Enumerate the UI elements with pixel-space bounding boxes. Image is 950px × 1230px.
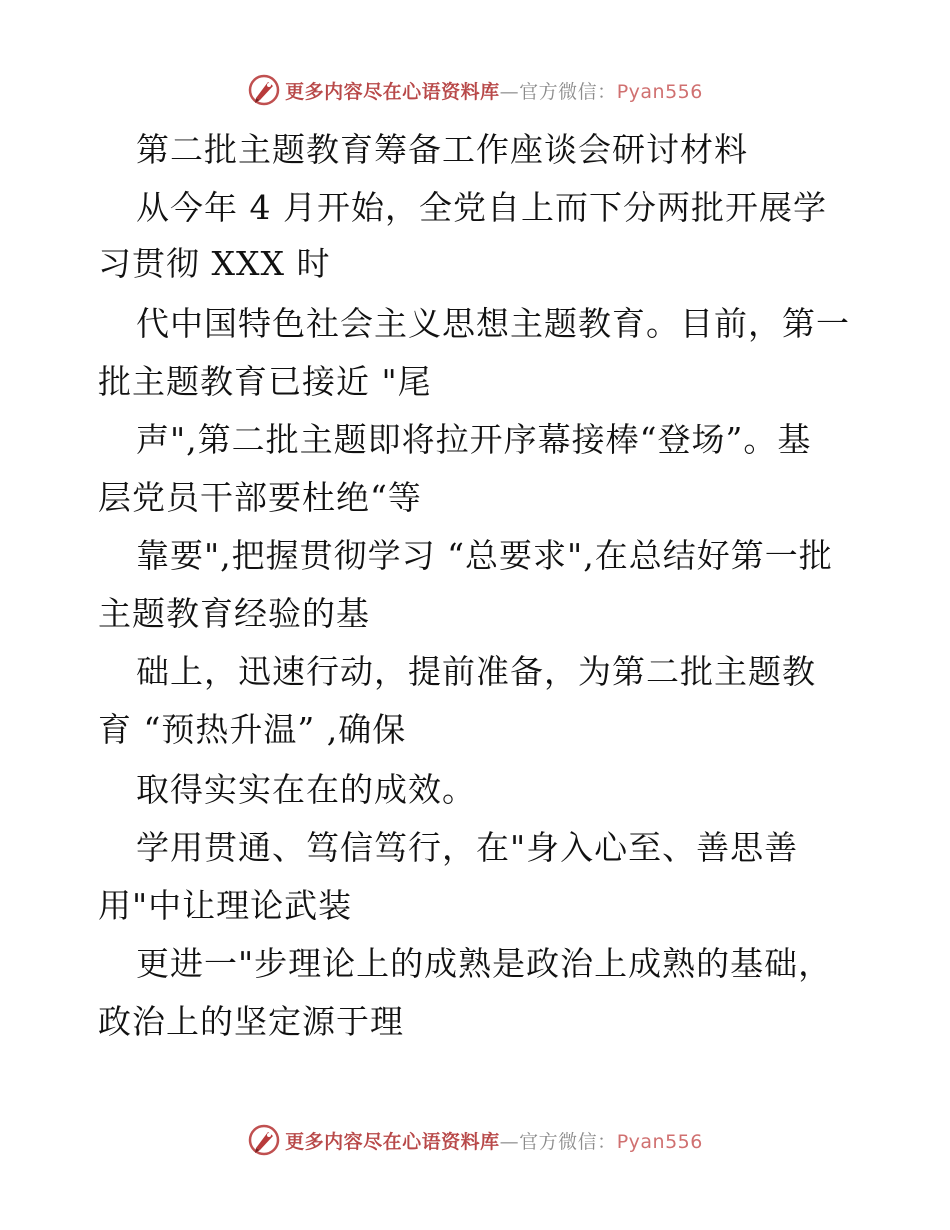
paragraph-line: 靠要",把握贯彻学习 “总要求",在总结好第一批: [136, 536, 833, 575]
watermark-separator: —: [499, 1130, 520, 1153]
pen-nib-logo-icon: [247, 1123, 281, 1157]
footer-watermark: [0, 1122, 950, 1158]
paragraph-line: 从今年 4 月开始，全党自上而下分两批开展学: [136, 188, 827, 227]
paragraph-line: 代中国特色社会主义思想主题教育。目前，第一: [136, 304, 850, 343]
watermark-site: 更多内容尽在心语资料库: [285, 1130, 500, 1153]
paragraph-line: 声",第二批主题即将拉开序幕接棒“登场”。基: [136, 420, 812, 459]
paragraph-line: 层党员干部要杜绝“等: [98, 478, 422, 517]
watermark-wechat-id: Pyan556: [616, 1130, 703, 1153]
paragraph-line: 更进一"步理论上的成熟是政治上成熟的基础，: [136, 944, 833, 983]
paragraph-line: 学用贯通、笃信笃行，在"身入心至、善思善: [136, 828, 799, 867]
paragraph-line: 批主题教育已接近 "尾: [98, 362, 432, 401]
watermark-text: [285, 1127, 703, 1154]
paragraph-line: 育 “预热升温” ,确保: [98, 710, 407, 749]
watermark-wechat-id: Pyan556: [616, 80, 703, 103]
paragraph-line: 础上，迅速行动，提前准备，为第二批主题教: [136, 652, 816, 691]
paragraph-line: 用"中让理论武装: [98, 886, 353, 925]
document-title: 第二批主题教育筹备工作座谈会研讨材料: [136, 130, 748, 169]
pen-nib-logo-icon: [247, 73, 281, 107]
watermark-wechat-label: 官方微信：: [519, 1130, 617, 1153]
watermark-site: 更多内容尽在心语资料库: [285, 80, 500, 103]
watermark-text: [285, 77, 703, 104]
paragraph-line: 习贯彻 XXX 时: [98, 244, 331, 283]
watermark-separator: —: [499, 80, 520, 103]
paragraph-line: 政治上的坚定源于理: [98, 1002, 404, 1041]
paragraph-line: 主题教育经验的基: [98, 594, 370, 633]
paragraph-line: 取得实实在在的成效。: [136, 770, 476, 809]
header-watermark: [0, 72, 950, 108]
watermark-wechat-label: 官方微信：: [519, 80, 617, 103]
